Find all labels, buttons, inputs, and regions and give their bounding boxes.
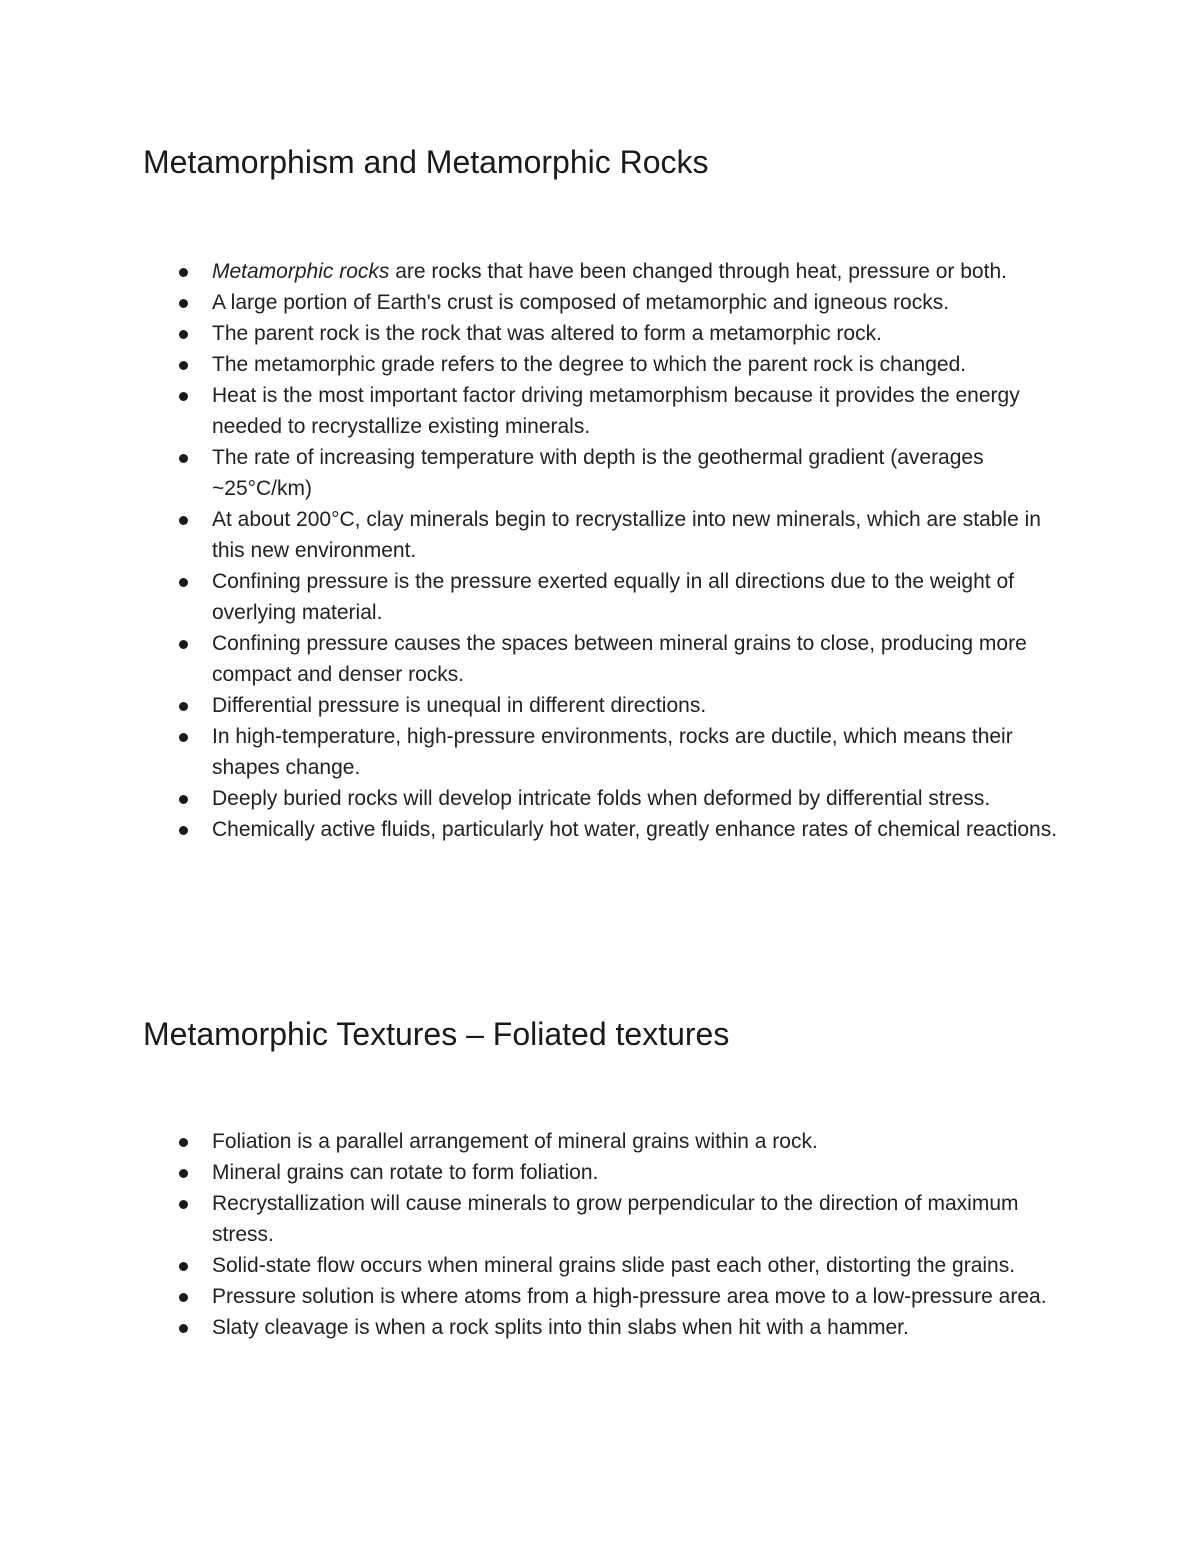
bullet-dot-icon (179, 1324, 188, 1333)
bullet-dot-icon (179, 795, 188, 804)
section-heading: Metamorphism and Metamorphic Rocks (143, 144, 709, 180)
bullet-text: Recrystallization will cause minerals to grow perpendicular to the direction of maximum stress. (212, 1192, 1019, 1246)
bullet-dot-icon (179, 1169, 188, 1178)
bullet-text: Slaty cleavage is when a rock splits into thin slabs when hit with a hammer. (212, 1316, 909, 1339)
bullet-text: Mineral grains can rotate to form foliation. (212, 1161, 599, 1184)
list-item (0, 380, 1062, 442)
list-item (0, 318, 1062, 349)
list-item (0, 721, 1062, 783)
bullet-text: Solid-state flow occurs when mineral grains slide past each other, distorting the grains. (212, 1254, 1016, 1277)
bullet-text: Deeply buried rocks will develop intricate folds when deformed by differential stress. (212, 787, 991, 810)
bullet-text: Chemically active fluids, particularly hot water, greatly enhance rates of chemical reactions. (212, 818, 1058, 841)
list-item (0, 628, 1062, 690)
bullet-text: Confining pressure is the pressure exerted equally in all directions due to the weight of overlying material. (212, 570, 1014, 624)
bullet-dot-icon (179, 1293, 188, 1302)
bullet-text: In high-temperature, high-pressure environments, rocks are ductile, which means their shapes change. (212, 725, 1013, 779)
bullet-dot-icon (179, 299, 188, 308)
list-item (0, 1250, 1062, 1281)
emphasis-term: Metamorphic rocks (212, 260, 390, 283)
list-item (0, 690, 1062, 721)
bullet-text: Confining pressure causes the spaces between mineral grains to close, producing more compact and denser rocks. (212, 632, 1027, 686)
bullet-dot-icon (179, 454, 188, 463)
bullet-text: Differential pressure is unequal in different directions. (212, 694, 707, 717)
bullet-dot-icon (179, 1262, 188, 1271)
bullet-text: are rocks that have been changed through heat, pressure or both. (389, 260, 1007, 283)
bullet-dot-icon (179, 330, 188, 339)
bullet-text: A large portion of Earth's crust is composed of metamorphic and igneous rocks. (212, 291, 950, 314)
bullet-dot-icon (179, 702, 188, 711)
bullet-dot-icon (179, 1200, 188, 1209)
bullet-text: Pressure solution is where atoms from a high-pressure area move to a low-pressure area. (212, 1285, 1047, 1308)
bullet-dot-icon (179, 640, 188, 649)
list-item (0, 814, 1062, 845)
section-metamorphism (0, 140, 1200, 845)
bullet-text: Heat is the most important factor driving metamorphism because it provides the energy needed to recrystallize existing minerals. (212, 384, 1020, 438)
list-item (0, 1312, 1062, 1343)
list-item (0, 1188, 1062, 1250)
section-foliated-textures (0, 1012, 1200, 1343)
bullet-dot-icon (179, 516, 188, 525)
bullet-dot-icon (179, 361, 188, 370)
bullet-dot-icon (179, 733, 188, 742)
list-item (0, 504, 1062, 566)
list-item (0, 1281, 1062, 1312)
bullet-dot-icon (179, 826, 188, 835)
list-item (0, 287, 1062, 318)
section-heading: Metamorphic Textures – Foliated textures (143, 1016, 730, 1052)
list-item (0, 256, 1062, 287)
list-item (0, 1157, 1062, 1188)
bullet-text: The parent rock is the rock that was altered to form a metamorphic rock. (212, 322, 882, 345)
list-item (0, 442, 1062, 504)
list-item (0, 566, 1062, 628)
bullet-text: At about 200°C, clay minerals begin to recrystallize into new minerals, which are stable in this new environment. (212, 508, 1041, 562)
list-item (0, 1126, 1062, 1157)
bullet-list (0, 1126, 1200, 1343)
list-item (0, 783, 1062, 814)
bullet-text: The metamorphic grade refers to the degree to which the parent rock is changed. (212, 353, 967, 376)
bullet-dot-icon (179, 1138, 188, 1147)
bullet-dot-icon (179, 578, 188, 587)
bullet-text: Foliation is a parallel arrangement of mineral grains within a rock. (212, 1130, 818, 1153)
bullet-dot-icon (179, 392, 188, 401)
bullet-list (0, 256, 1200, 845)
bullet-text: The rate of increasing temperature with depth is the geothermal gradient (averages ~25°C/km) (212, 446, 984, 500)
list-item (0, 349, 1062, 380)
bullet-dot-icon (179, 268, 188, 277)
